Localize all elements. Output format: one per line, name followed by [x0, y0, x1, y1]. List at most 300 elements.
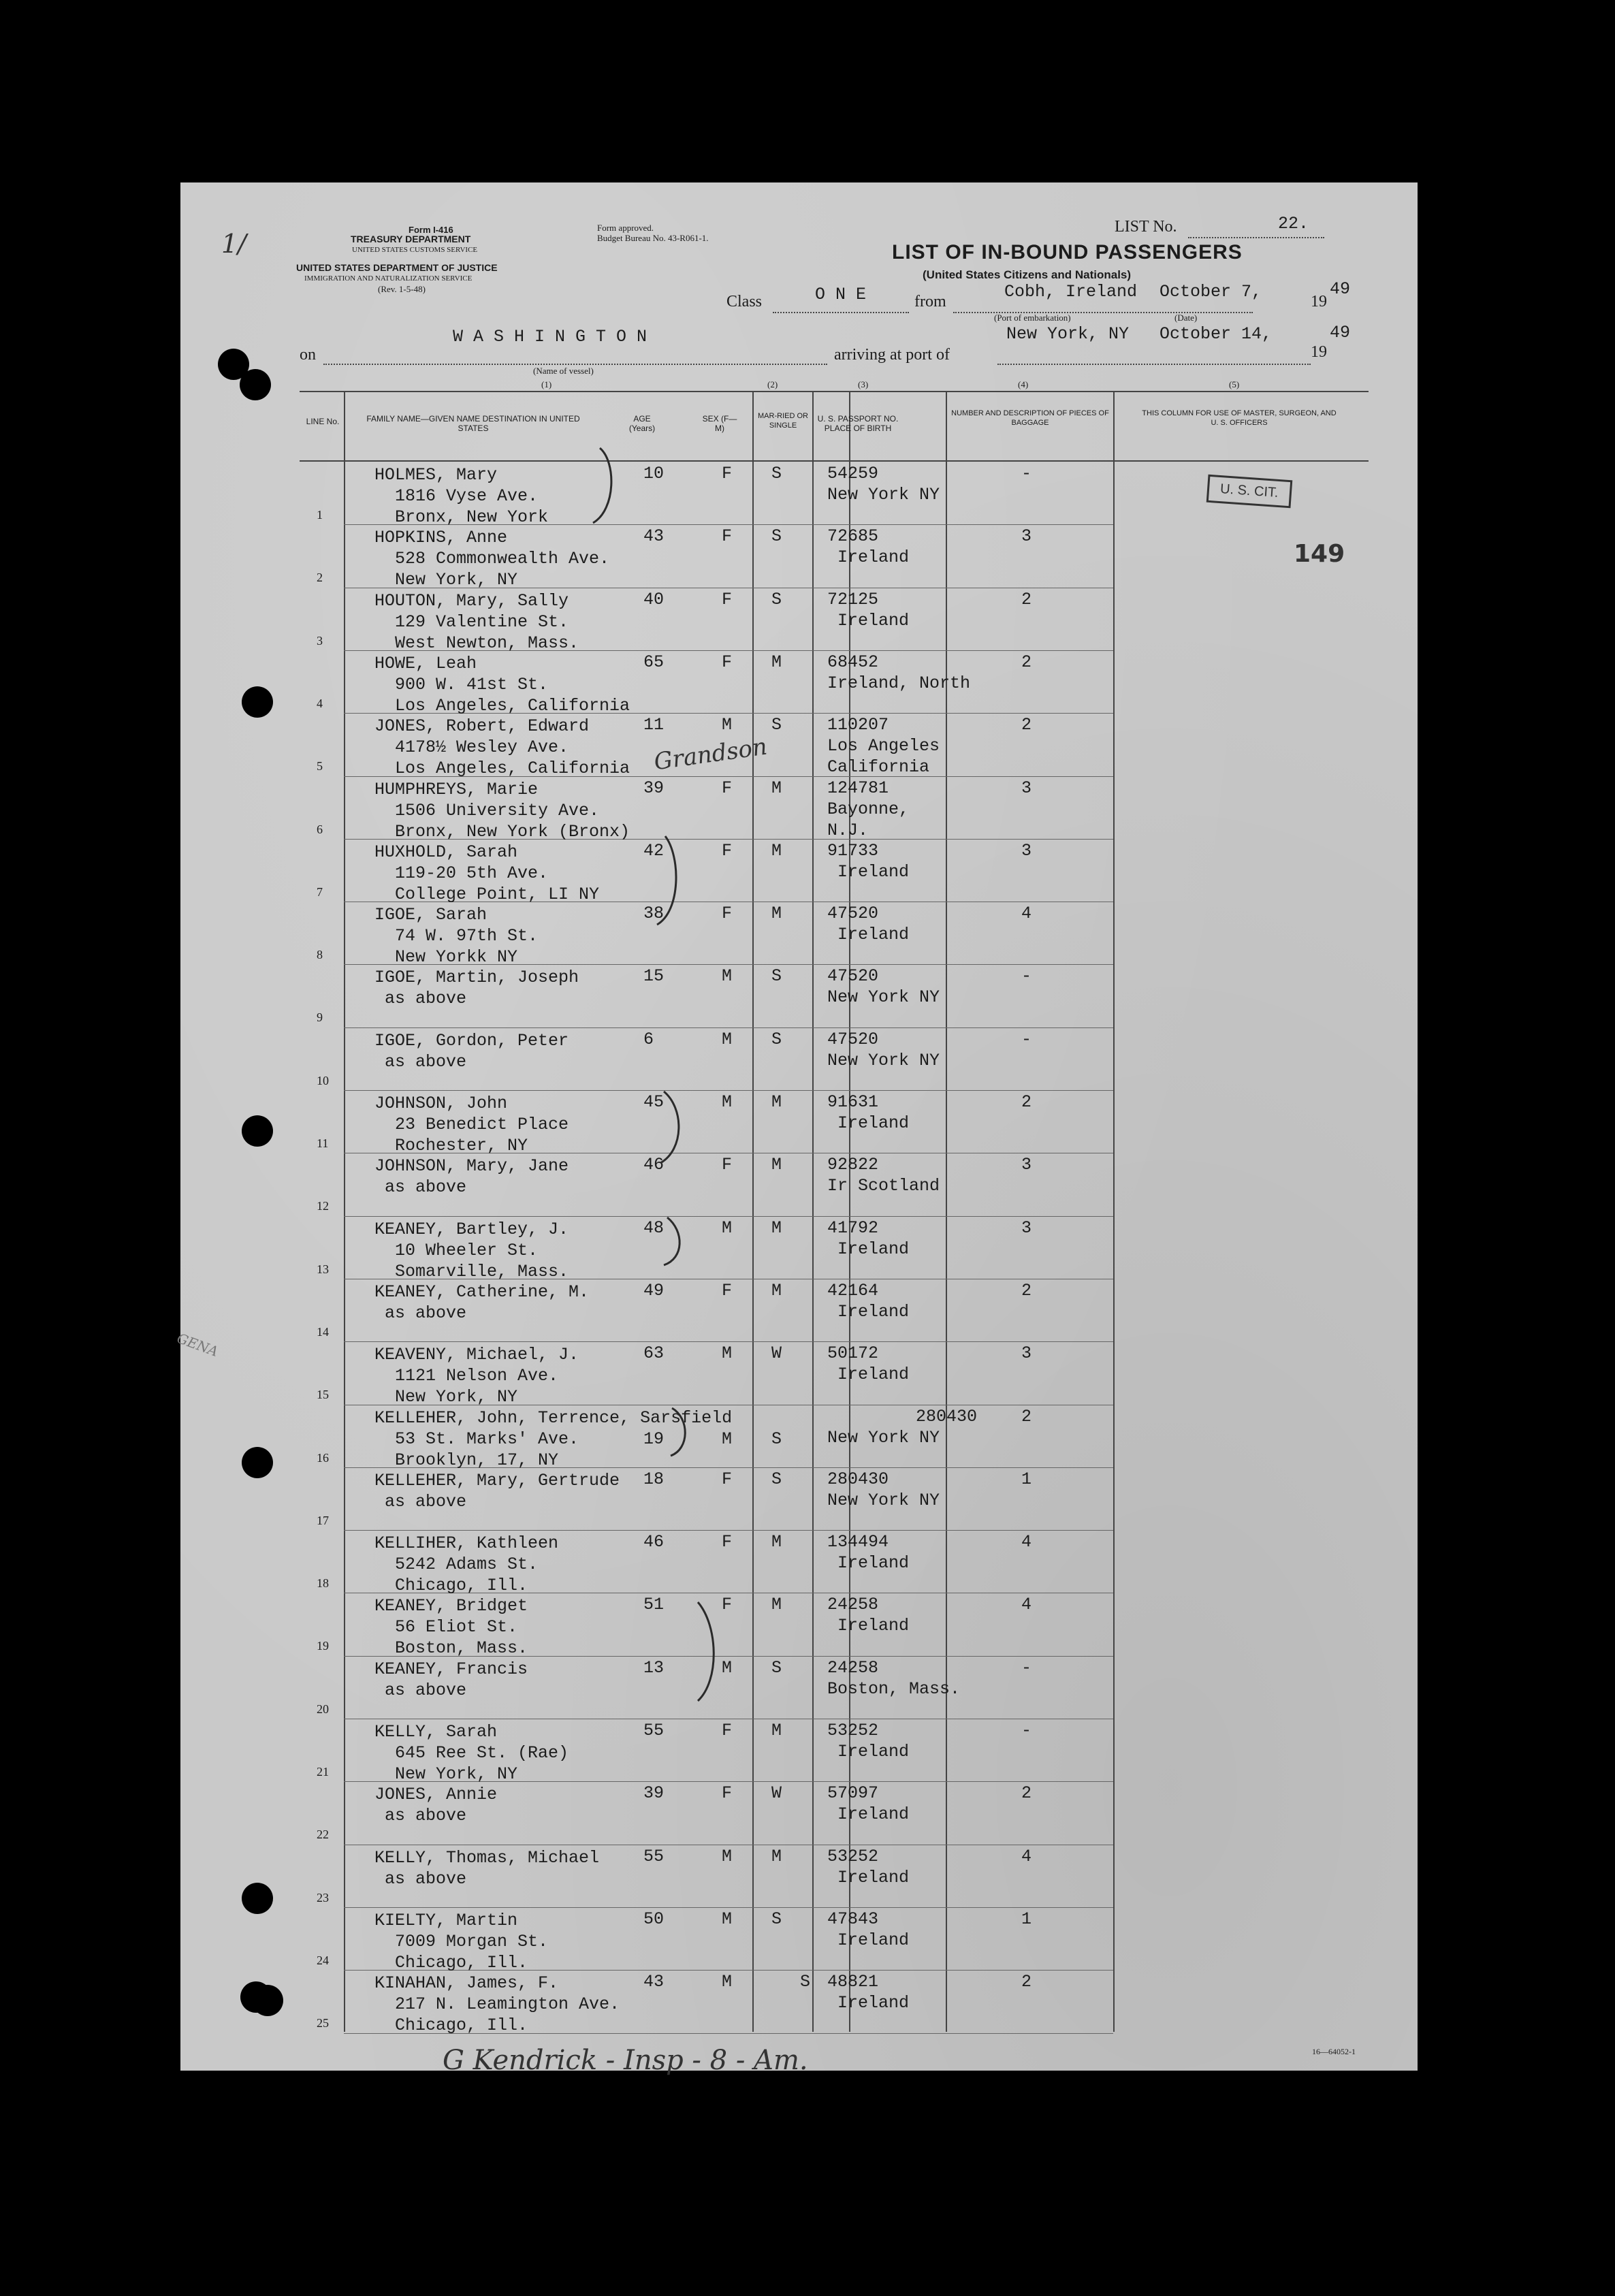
- marital-status: S: [771, 1909, 782, 1929]
- place-of-birth: Boston, Mass.: [827, 1679, 961, 1699]
- baggage-count: 3: [1021, 778, 1032, 798]
- place-of-birth: Ireland: [837, 1302, 910, 1322]
- address-line-2: Brooklyn, 17, NY: [395, 1450, 559, 1470]
- passenger-name: KEANEY, Bridget: [374, 1596, 528, 1616]
- sex: F: [722, 1155, 733, 1175]
- address-line-1: as above: [385, 1869, 467, 1889]
- line-number: 11: [317, 1136, 329, 1150]
- place-of-birth: Ireland: [837, 925, 910, 944]
- place-of-birth: Ireland, North: [827, 673, 971, 693]
- marital-status: S: [771, 966, 782, 986]
- baggage-count: -: [1021, 966, 1032, 986]
- passenger-name: KEANEY, Catherine, M.: [374, 1282, 590, 1302]
- marital-status: S: [771, 590, 782, 609]
- handwritten-side-note: GENA: [174, 1330, 221, 1360]
- address-line-1: as above: [385, 1052, 467, 1072]
- age: 13: [643, 1658, 665, 1678]
- place-of-birth: New York NY: [827, 1428, 940, 1448]
- line-number: 3: [317, 634, 323, 648]
- age: 65: [643, 652, 665, 672]
- address-line-1: 7009 Morgan St.: [395, 1932, 549, 1951]
- passenger-name: JOHNSON, John: [374, 1094, 508, 1113]
- age: 18: [643, 1469, 665, 1489]
- sex: F: [722, 904, 733, 923]
- line-number: 12: [317, 1199, 329, 1213]
- line-number: 17: [317, 1514, 329, 1527]
- bracket-mark: [593, 448, 611, 523]
- passenger-name: KELLEHER, Mary, Gertrude: [374, 1471, 620, 1490]
- baggage-count: -: [1021, 1030, 1032, 1049]
- marital-status: M: [771, 1847, 782, 1866]
- address-line-2: Los Angeles, California: [395, 696, 630, 716]
- passenger-name: IGOE, Gordon, Peter: [374, 1031, 569, 1051]
- punch-hole: [242, 1883, 273, 1914]
- marital-status: S: [771, 1469, 782, 1489]
- address-line-1: 5242 Adams St.: [395, 1554, 539, 1574]
- list-title: LIST OF IN-BOUND PASSENGERS: [892, 241, 1243, 264]
- address-line-1: 23 Benedict Place: [395, 1115, 569, 1134]
- place-of-birth: Ireland: [837, 1553, 910, 1573]
- marital-status: S: [771, 464, 782, 483]
- marital-status: M: [771, 1281, 782, 1301]
- address-line-2: Boston, Mass.: [395, 1638, 528, 1658]
- line-number: 16: [317, 1451, 329, 1465]
- age: 40: [643, 590, 665, 609]
- address-line-2: Chicago, Ill.: [395, 1953, 528, 1973]
- form-number: Form I-416: [409, 225, 453, 235]
- sex: F: [722, 1721, 733, 1740]
- passport-number: 50172: [827, 1343, 879, 1363]
- line-number: 10: [317, 1074, 329, 1087]
- marital-status: S: [800, 1972, 811, 1992]
- treasury-department: TREASURY DEPARTMENT: [351, 234, 471, 244]
- place-of-birth: Ireland: [837, 1930, 910, 1950]
- sex: M: [722, 1847, 733, 1866]
- address-line-1: 10 Wheeler St.: [395, 1241, 539, 1260]
- handwritten-inspector-note: G Kendrick - Insp - 8 - Am.: [443, 2045, 808, 2076]
- bracket-mark: [657, 836, 676, 925]
- place-of-birth: Los Angeles: [827, 736, 940, 756]
- line-number: 25: [317, 2016, 329, 2030]
- line-number: 5: [317, 759, 323, 773]
- baggage-count: 3: [1021, 1155, 1032, 1175]
- place-of-birth: Ireland: [837, 1113, 910, 1133]
- passenger-name: HOWE, Leah: [374, 654, 477, 673]
- passport-number: 91733: [827, 841, 879, 861]
- list-number-label: LIST No.: [1115, 218, 1177, 236]
- sex: M: [722, 1909, 733, 1929]
- line-number: 20: [317, 1702, 329, 1716]
- passport-number: 47843: [827, 1909, 879, 1929]
- header-baggage: NUMBER AND DESCRIPTION OF PIECES OF BAGGAGE: [951, 409, 1109, 427]
- passport-number: 53252: [827, 1847, 879, 1866]
- handwritten-mark-top: 1/: [221, 229, 246, 259]
- passenger-name: KELLEHER, John, Terrence, Sarsfield: [374, 1408, 733, 1428]
- sex: F: [722, 1281, 733, 1301]
- header-sex: SEX (F—M): [702, 414, 737, 433]
- line-number: 9: [317, 1010, 323, 1024]
- marital-status: M: [771, 1092, 782, 1112]
- port-of-embarkation: Cobh, Ireland: [1004, 282, 1138, 302]
- address-line-1: 900 W. 41st St.: [395, 675, 549, 695]
- place-of-birth: Ireland: [837, 1365, 910, 1384]
- sex: M: [722, 1658, 733, 1678]
- age: 11: [643, 715, 665, 735]
- passport-number: 134494: [827, 1532, 889, 1552]
- address-line-1: as above: [385, 1806, 467, 1825]
- footer-code: 16—64052-1: [1312, 2047, 1356, 2056]
- age: 55: [643, 1847, 665, 1866]
- handwritten-grandson: Grandson: [652, 733, 769, 776]
- embarkation-year-prefix: 19: [1311, 293, 1327, 310]
- stamp-number: 149: [1294, 540, 1345, 568]
- passport-number: 280430: [916, 1407, 978, 1426]
- passport-number: 47520: [827, 904, 879, 923]
- baggage-count: -: [1021, 1658, 1032, 1678]
- marital-status: M: [771, 1218, 782, 1238]
- col-number-2: (2): [767, 379, 778, 389]
- line-number: 8: [317, 948, 323, 961]
- age: 46: [643, 1532, 665, 1552]
- baggage-count: 4: [1021, 1532, 1032, 1552]
- sex: F: [722, 1783, 733, 1803]
- address-line-2: Chicago, Ill.: [395, 1576, 528, 1595]
- punch-hole: [242, 1115, 273, 1147]
- vessel-name: W A S H I N G T O N: [453, 327, 647, 347]
- punch-hole: [242, 686, 273, 718]
- passenger-name: HUMPHREYS, Marie: [374, 780, 539, 799]
- passport-number: 48821: [827, 1972, 879, 1992]
- marital-status: M: [771, 1595, 782, 1614]
- place-of-birth: Ireland: [837, 862, 910, 882]
- age: 51: [643, 1595, 665, 1614]
- passenger-name: JONES, Annie: [374, 1785, 498, 1804]
- col-number-4: (4): [1018, 379, 1029, 389]
- sex: M: [722, 966, 733, 986]
- address-line-2: New York, NY: [395, 1387, 518, 1407]
- address-line-2: Bronx, New York (Bronx): [395, 822, 630, 842]
- header-age: AGE (Years): [628, 414, 656, 433]
- passenger-name: KELLY, Thomas, Michael: [374, 1848, 600, 1868]
- age: 42: [643, 841, 665, 861]
- baggage-count: 4: [1021, 904, 1032, 923]
- budget-bureau: Budget Bureau No. 43-R061-1.: [597, 233, 709, 243]
- header-officers: THIS COLUMN FOR USE OF MASTER, SURGEON, AND U. S. OFFICERS: [1142, 409, 1337, 427]
- address-line-2: West Newton, Mass.: [395, 633, 579, 653]
- place-of-birth-2: N.J.: [827, 820, 869, 840]
- passenger-name: IGOE, Sarah: [374, 905, 487, 925]
- sex: M: [722, 1218, 733, 1238]
- passport-number: 57097: [827, 1783, 879, 1803]
- line-number: 23: [317, 1891, 329, 1904]
- address-line-1: 1121 Nelson Ave.: [395, 1366, 559, 1386]
- address-line-2: Chicago, Ill.: [395, 2015, 528, 2035]
- marital-status: M: [771, 778, 782, 798]
- form-approved: Form approved.: [597, 223, 654, 233]
- passport-number: 110207: [827, 715, 889, 735]
- baggage-count: 3: [1021, 841, 1032, 861]
- age: 49: [643, 1281, 665, 1301]
- address-line-1: 217 N. Leamington Ave.: [395, 1994, 620, 2014]
- header-married: MAR-RIED OR SINGLE: [758, 412, 808, 430]
- port-embark-caption: (Port of embarkation): [994, 313, 1071, 323]
- embarkation-date: October 7,: [1160, 282, 1262, 302]
- marital-status: S: [771, 715, 782, 735]
- baggage-count: 3: [1021, 526, 1032, 546]
- header-line-no: LINE No.: [306, 417, 340, 426]
- place-of-birth: Bayonne,: [827, 799, 910, 819]
- address-line-2: Los Angeles, California: [395, 759, 630, 778]
- address-line-1: 1506 University Ave.: [395, 801, 600, 820]
- place-of-birth: New York NY: [827, 485, 940, 505]
- age: 43: [643, 1972, 665, 1992]
- line-number: 18: [317, 1576, 329, 1590]
- age: 48: [643, 1218, 665, 1238]
- line-number: 15: [317, 1388, 329, 1401]
- baggage-count: -: [1021, 1721, 1032, 1740]
- age: 38: [643, 904, 665, 923]
- address-line-2: College Point, LI NY: [395, 884, 600, 904]
- passport-number: 42164: [827, 1281, 879, 1301]
- line-number: 6: [317, 823, 323, 836]
- age: 55: [643, 1721, 665, 1740]
- sex: F: [722, 841, 733, 861]
- marital-status: S: [771, 1429, 782, 1449]
- age: 39: [643, 1783, 665, 1803]
- passport-number: 68452: [827, 652, 879, 672]
- bracket-mark: [671, 1408, 685, 1456]
- passenger-name: KEAVENY, Michael, J.: [374, 1345, 579, 1365]
- sex: F: [722, 1532, 733, 1552]
- handwritten-marks: [180, 182, 1418, 2071]
- line-number: 4: [317, 697, 323, 710]
- passenger-name: HOUTON, Mary, Sally: [374, 591, 569, 611]
- passport-number: 91631: [827, 1092, 879, 1112]
- place-of-birth: New York NY: [827, 1490, 940, 1510]
- passenger-name: KEANEY, Francis: [374, 1659, 528, 1679]
- place-of-birth: Ireland: [837, 1742, 910, 1761]
- arriving-label: arriving at port of: [834, 346, 950, 364]
- marital-status: M: [771, 652, 782, 672]
- sex: M: [722, 1429, 733, 1449]
- place-of-birth: Ireland: [837, 1616, 910, 1636]
- age: 15: [643, 966, 665, 986]
- date-caption: (Date): [1174, 313, 1198, 323]
- baggage-count: 2: [1021, 652, 1032, 672]
- passenger-name: HOPKINS, Anne: [374, 528, 508, 547]
- passport-number: 72125: [827, 590, 879, 609]
- class-label: Class: [726, 293, 763, 310]
- immigration-service: IMMIGRATION AND NATURALIZATION SERVICE: [304, 274, 473, 283]
- sex: F: [722, 526, 733, 546]
- vessel-caption: (Name of vessel): [533, 366, 594, 376]
- line-number: 24: [317, 1954, 329, 1967]
- punch-hole: [242, 1447, 273, 1478]
- passport-number: 72685: [827, 526, 879, 546]
- line-number: 19: [317, 1639, 329, 1653]
- sex: M: [722, 715, 733, 735]
- line-number: 14: [317, 1325, 329, 1339]
- sex: M: [722, 1972, 733, 1992]
- address-line-1: 1816 Vyse Ave.: [395, 486, 539, 506]
- marital-status: S: [771, 526, 782, 546]
- baggage-count: 3: [1021, 1218, 1032, 1238]
- address-line-1: 129 Valentine St.: [395, 612, 569, 632]
- baggage-count: 2: [1021, 1972, 1032, 1992]
- marital-status: M: [771, 841, 782, 861]
- punch-hole: [240, 369, 271, 400]
- marital-status: S: [771, 1658, 782, 1678]
- arrival-port: New York, NY: [1006, 324, 1130, 344]
- baggage-count: 1: [1021, 1469, 1032, 1489]
- passenger-name: HUXHOLD, Sarah: [374, 842, 518, 862]
- passenger-name: KELLIHER, Kathleen: [374, 1533, 559, 1553]
- justice-department: UNITED STATES DEPARTMENT OF JUSTICE: [296, 262, 498, 273]
- place-of-birth: Ireland: [837, 547, 910, 567]
- marital-status: M: [771, 1721, 782, 1740]
- passenger-name: HOLMES, Mary: [374, 465, 498, 485]
- address-line-1: 645 Ree St. (Rae): [395, 1743, 569, 1763]
- manifest-sheet: [174, 182, 1418, 2076]
- arrival-year-prefix: 19: [1311, 343, 1327, 361]
- sex: F: [722, 590, 733, 609]
- place-of-birth: New York NY: [827, 987, 940, 1007]
- baggage-count: 2: [1021, 590, 1032, 609]
- passport-number: 47520: [827, 966, 879, 986]
- sex: F: [722, 1469, 733, 1489]
- place-of-birth: New York NY: [827, 1051, 940, 1070]
- passport-number: 24258: [827, 1595, 879, 1614]
- baggage-count: 2: [1021, 715, 1032, 735]
- age: 45: [643, 1092, 665, 1112]
- marital-status: S: [771, 1030, 782, 1049]
- passport-number: 53252: [827, 1721, 879, 1740]
- age: 39: [643, 778, 665, 798]
- address-line-1: as above: [385, 1492, 467, 1512]
- arrival-year: 49: [1330, 323, 1351, 342]
- address-line-1: 4178½ Wesley Ave.: [395, 737, 569, 757]
- baggage-count: 2: [1021, 1092, 1032, 1112]
- place-of-birth: Ir Scotland: [827, 1176, 940, 1196]
- baggage-count: 2: [1021, 1281, 1032, 1301]
- sex: F: [722, 1595, 733, 1614]
- bracket-mark: [664, 1217, 679, 1265]
- sex: M: [722, 1092, 733, 1112]
- address-line-1: as above: [385, 1680, 467, 1700]
- line-number: 22: [317, 1828, 329, 1841]
- age: 10: [643, 464, 665, 483]
- col-number-3: (3): [858, 379, 869, 389]
- bracket-mark: [698, 1602, 714, 1701]
- punch-hole: [252, 1985, 283, 2016]
- baggage-count: 4: [1021, 1847, 1032, 1866]
- address-line-2: New York, NY: [395, 1764, 518, 1784]
- bracket-mark: [660, 1091, 679, 1163]
- address-line-1: 53 St. Marks' Ave.: [395, 1429, 579, 1449]
- place-of-birth-2: California: [827, 757, 930, 777]
- passenger-name: KELLY, Sarah: [374, 1722, 498, 1742]
- place-of-birth: Ireland: [837, 611, 910, 631]
- passport-number: 124781: [827, 778, 889, 798]
- class-value: O N E: [815, 285, 867, 304]
- passenger-name: KINAHAN, James, F.: [374, 1973, 559, 1993]
- customs-service: UNITED STATES CUSTOMS SERVICE: [352, 246, 478, 254]
- passport-number: 24258: [827, 1658, 879, 1678]
- age: 46: [643, 1155, 665, 1175]
- sex: M: [722, 1343, 733, 1363]
- passenger-name: JONES, Robert, Edward: [374, 716, 590, 736]
- place-of-birth: Ireland: [837, 1804, 910, 1824]
- col-number-1: (1): [541, 379, 552, 389]
- revision-date: (Rev. 1-5-48): [378, 284, 426, 294]
- address-line-1: as above: [385, 1303, 467, 1323]
- arrival-date: October 14,: [1160, 324, 1273, 344]
- age: 19: [643, 1429, 665, 1449]
- header-passport: U. S. PASSPORT NO. PLACE OF BIRTH: [817, 414, 899, 433]
- marital-status: W: [771, 1343, 782, 1363]
- passenger-name: KIELTY, Martin: [374, 1911, 518, 1930]
- marital-status: M: [771, 1532, 782, 1552]
- address-line-2: Somarville, Mass.: [395, 1262, 569, 1281]
- address-line-2: New Yorkk NY: [395, 947, 518, 967]
- place-of-birth: Ireland: [837, 1993, 910, 2013]
- sex: F: [722, 778, 733, 798]
- list-number: 22.: [1278, 214, 1309, 234]
- embarkation-year: 49: [1330, 279, 1351, 299]
- baggage-count: 2: [1021, 1783, 1032, 1803]
- address-line-1: as above: [385, 1177, 467, 1197]
- baggage-count: 2: [1021, 1407, 1032, 1426]
- address-line-1: as above: [385, 989, 467, 1008]
- place-of-birth: Ireland: [837, 1239, 910, 1259]
- address-line-1: 56 Eliot St.: [395, 1617, 518, 1637]
- baggage-count: 3: [1021, 1343, 1032, 1363]
- passenger-name: IGOE, Martin, Joseph: [374, 968, 579, 987]
- passport-number: 47520: [827, 1030, 879, 1049]
- marital-status: W: [771, 1783, 782, 1803]
- age: 43: [643, 526, 665, 546]
- address-line-1: 74 W. 97th St.: [395, 926, 539, 946]
- sex: F: [722, 464, 733, 483]
- passport-number: 41792: [827, 1218, 879, 1238]
- address-line-1: 119-20 5th Ave.: [395, 863, 549, 883]
- address-line-1: 528 Commonwealth Ave.: [395, 549, 610, 569]
- baggage-count: -: [1021, 464, 1032, 483]
- baggage-count: 4: [1021, 1595, 1032, 1614]
- from-label: from: [914, 293, 946, 310]
- line-number: 2: [317, 571, 323, 584]
- us-citizen-stamp: U. S. CIT.: [1206, 475, 1292, 509]
- line-number: 7: [317, 885, 323, 899]
- passport-number: 54259: [827, 464, 879, 483]
- baggage-count: 1: [1021, 1909, 1032, 1929]
- col-number-5: (5): [1229, 379, 1240, 389]
- line-number: 1: [317, 508, 323, 522]
- age: 63: [643, 1343, 665, 1363]
- address-line-2: Rochester, NY: [395, 1136, 528, 1155]
- sex: F: [722, 652, 733, 672]
- passenger-name: JOHNSON, Mary, Jane: [374, 1156, 569, 1176]
- header-name: FAMILY NAME—GIVEN NAME DESTINATION IN UNITED STATES: [366, 414, 580, 433]
- age: 50: [643, 1909, 665, 1929]
- line-number: 21: [317, 1765, 329, 1779]
- marital-status: M: [771, 1155, 782, 1175]
- marital-status: M: [771, 904, 782, 923]
- passport-number: 92822: [827, 1155, 879, 1175]
- passport-number: 280430: [827, 1469, 889, 1489]
- age: 6: [643, 1030, 654, 1049]
- address-line-2: New York, NY: [395, 570, 518, 590]
